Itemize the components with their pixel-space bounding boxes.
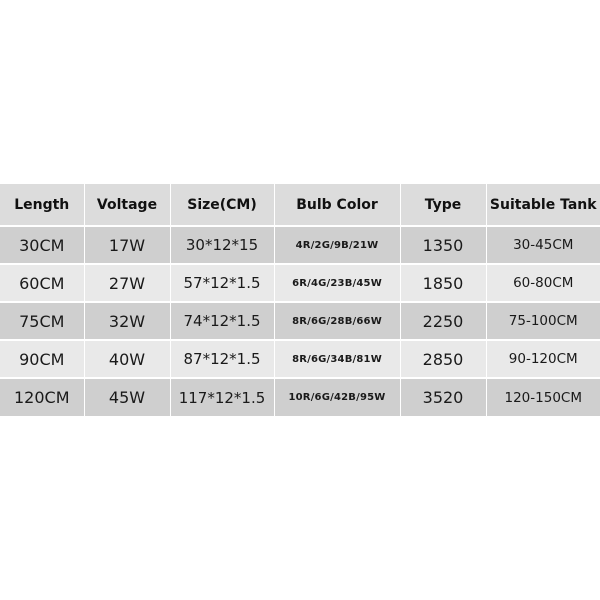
cell-length: 60CM [0, 264, 84, 302]
table-row [0, 226, 600, 264]
cell-type: 2850 [400, 340, 486, 378]
table-row [0, 264, 600, 302]
table-row [0, 378, 600, 416]
cell-bulb-color: 10R/6G/42B/95W [274, 378, 400, 416]
cell-type: 2250 [400, 302, 486, 340]
cell-suitable-tank: 60-80CM [513, 275, 574, 291]
cell-length: 120CM [0, 378, 84, 416]
cell-bulb-color: 8R/6G/34B/81W [274, 340, 400, 378]
table-header-row [0, 184, 600, 226]
cell-bulb-color: 6R/4G/23B/45W [274, 264, 400, 302]
cell-voltage: 40W [84, 340, 170, 378]
cell-size: 30*12*15 [170, 226, 274, 264]
cell-voltage: 27W [84, 264, 170, 302]
header-voltage: Voltage [84, 184, 170, 226]
cell-length: 30CM [0, 226, 84, 264]
cell-type: 1350 [400, 226, 486, 264]
cell-size: 117*12*1.5 [170, 378, 274, 416]
cell-voltage: 32W [84, 302, 170, 340]
table-row [0, 340, 600, 378]
header-bulb-color: Bulb Color [274, 184, 400, 226]
cell-suitable-tank: 75-100CM [508, 313, 578, 329]
cell-voltage: 17W [84, 226, 170, 264]
cell-voltage: 45W [84, 378, 170, 416]
cell-size: 57*12*1.5 [170, 264, 274, 302]
header-size: Size(CM) [170, 184, 274, 226]
cell-size: 74*12*1.5 [170, 302, 274, 340]
cell-suitable-tank: 90-120CM [508, 351, 578, 367]
cell-bulb-color: 8R/6G/28B/66W [274, 302, 400, 340]
cell-type: 3520 [400, 378, 486, 416]
header-type: Type [400, 184, 486, 226]
header-length: Length [0, 184, 84, 226]
cell-suitable-tank: 120-150CM [504, 389, 582, 406]
spec-table [0, 184, 600, 416]
cell-bulb-color: 4R/2G/9B/21W [274, 226, 400, 264]
table-row [0, 302, 600, 340]
cell-length: 75CM [0, 302, 84, 340]
cell-length: 90CM [0, 340, 84, 378]
cell-suitable-tank: 30-45CM [513, 237, 574, 253]
cell-type: 1850 [400, 264, 486, 302]
header-suitable-tank: Suitable Tank [489, 196, 597, 213]
cell-size: 87*12*1.5 [170, 340, 274, 378]
